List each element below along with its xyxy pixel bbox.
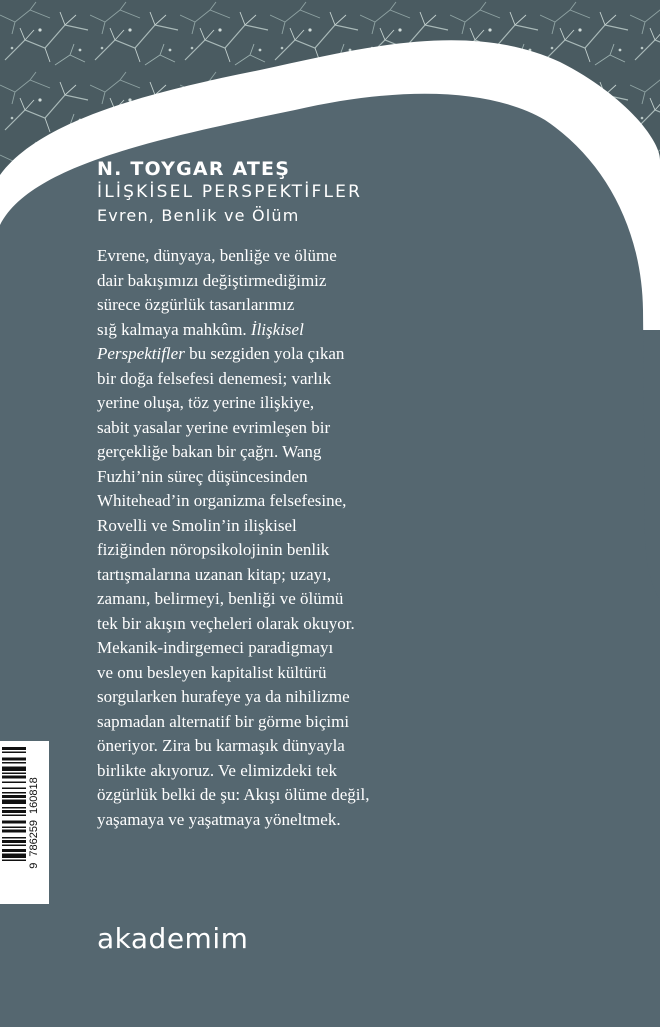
isbn-lead-digit: 9 xyxy=(28,862,40,869)
barcode-bar xyxy=(2,800,26,805)
blurb-text-run: sığ kalmaya mahkûm. xyxy=(97,319,251,339)
barcode-bar xyxy=(2,773,26,775)
publisher-logo: akademim xyxy=(97,922,249,955)
barcode-bar xyxy=(2,782,26,784)
barcode-bar xyxy=(2,821,26,824)
barcode-bar xyxy=(2,795,26,798)
blurb-line: gerçekliğe bakan bir çağrı. Wang xyxy=(97,442,322,461)
blurb-line: sürece özgürlük tasarılarımız xyxy=(97,295,295,314)
book-title-italic: İlişkisel xyxy=(250,319,304,339)
blurb-line: yaşamaya ve yaşatmaya yöneltmek. xyxy=(97,809,341,829)
barcode-bars xyxy=(0,741,49,904)
barcode-bar xyxy=(2,854,26,859)
blurb-line: ve onu besleyen kapitalist kültürü xyxy=(97,662,327,682)
blurb-line: zamanı, belirmeyi, benliği ve ölümü xyxy=(97,589,344,608)
blurb-line: birlikte akıyoruz. Ve elimizdeki tek xyxy=(97,760,337,780)
book-subtitle: Evren, Benlik ve Ölüm xyxy=(97,206,300,225)
blurb-line: Evrene, dünyaya, benliğe ve ölüme xyxy=(97,246,337,265)
barcode-bar xyxy=(2,849,26,852)
isbn-group-2: 160818 xyxy=(28,777,40,814)
blurb-line xyxy=(97,342,397,367)
barcode-bar xyxy=(2,810,26,813)
book-title: İLİŞKİSEL PERSPEKTİFLER xyxy=(97,182,363,202)
barcode-bar xyxy=(2,815,26,817)
isbn-group-1: 786259 xyxy=(28,819,40,857)
barcode-bar xyxy=(2,792,26,794)
barcode-bar xyxy=(2,788,26,790)
blurb-line: fiziğinden nöropsikolojinin benlik xyxy=(97,540,330,559)
blurb-line: Mekanik-indirgemeci paradigmayı xyxy=(97,638,334,657)
book-title-italic: Perspektifler xyxy=(97,344,185,363)
barcode-bar xyxy=(2,752,26,754)
barcode-bar xyxy=(2,860,26,862)
barcode-bar xyxy=(2,840,26,843)
blurb-line: sapmadan alternatif bir görme biçimi xyxy=(97,711,350,731)
blurb-line: tartışmalarına uzanan kitap; uzayı, xyxy=(97,564,332,584)
barcode-bar xyxy=(2,762,26,764)
blurb-line: yerine oluşa, töz yerine ilişkiye, xyxy=(97,393,315,412)
blurb-text-run: bu sezgiden yola çıkan xyxy=(184,344,345,363)
barcode-bar xyxy=(2,845,26,847)
barcode-bar xyxy=(2,747,26,750)
blurb-line: sorgularken hurafeye ya da nihilizme xyxy=(97,687,350,706)
blurb-line: Whitehead’in organizma felsefesine, xyxy=(97,491,347,510)
blurb-line xyxy=(97,318,397,343)
barcode-bar xyxy=(2,767,26,772)
barcode-bar xyxy=(2,807,26,809)
barcode-bar xyxy=(2,776,26,779)
blurb-line: tek bir akışın veçheleri olarak okuyor. xyxy=(97,613,355,633)
blurb-line: öneriyor. Zira bu karmaşık dünyayla xyxy=(97,736,345,755)
barcode-bar xyxy=(2,837,26,839)
barcode-bar xyxy=(2,830,26,833)
isbn-number xyxy=(28,743,40,903)
blurb-line: Fuzhi’nin süreç düşüncesinden xyxy=(97,466,308,486)
author-name: N. TOYGAR ATEŞ xyxy=(97,158,291,180)
blurb-line: Rovelli ve Smolin’in ilişkisel xyxy=(97,515,297,535)
blurb-line: bir doğa felsefesi denemesi; varlık xyxy=(97,368,332,388)
isbn-barcode xyxy=(0,741,49,904)
back-cover-blurb xyxy=(97,244,397,832)
blurb-line: özgürlük belki de şu: Akışı ölüme değil, xyxy=(97,785,370,804)
blurb-line: dair bakışımızı değiştirmediğimiz xyxy=(97,270,327,290)
barcode-bar xyxy=(2,827,26,829)
blurb-line: sabit yasalar yerine evrimleşen bir xyxy=(97,417,331,437)
barcode-bar xyxy=(2,758,26,761)
